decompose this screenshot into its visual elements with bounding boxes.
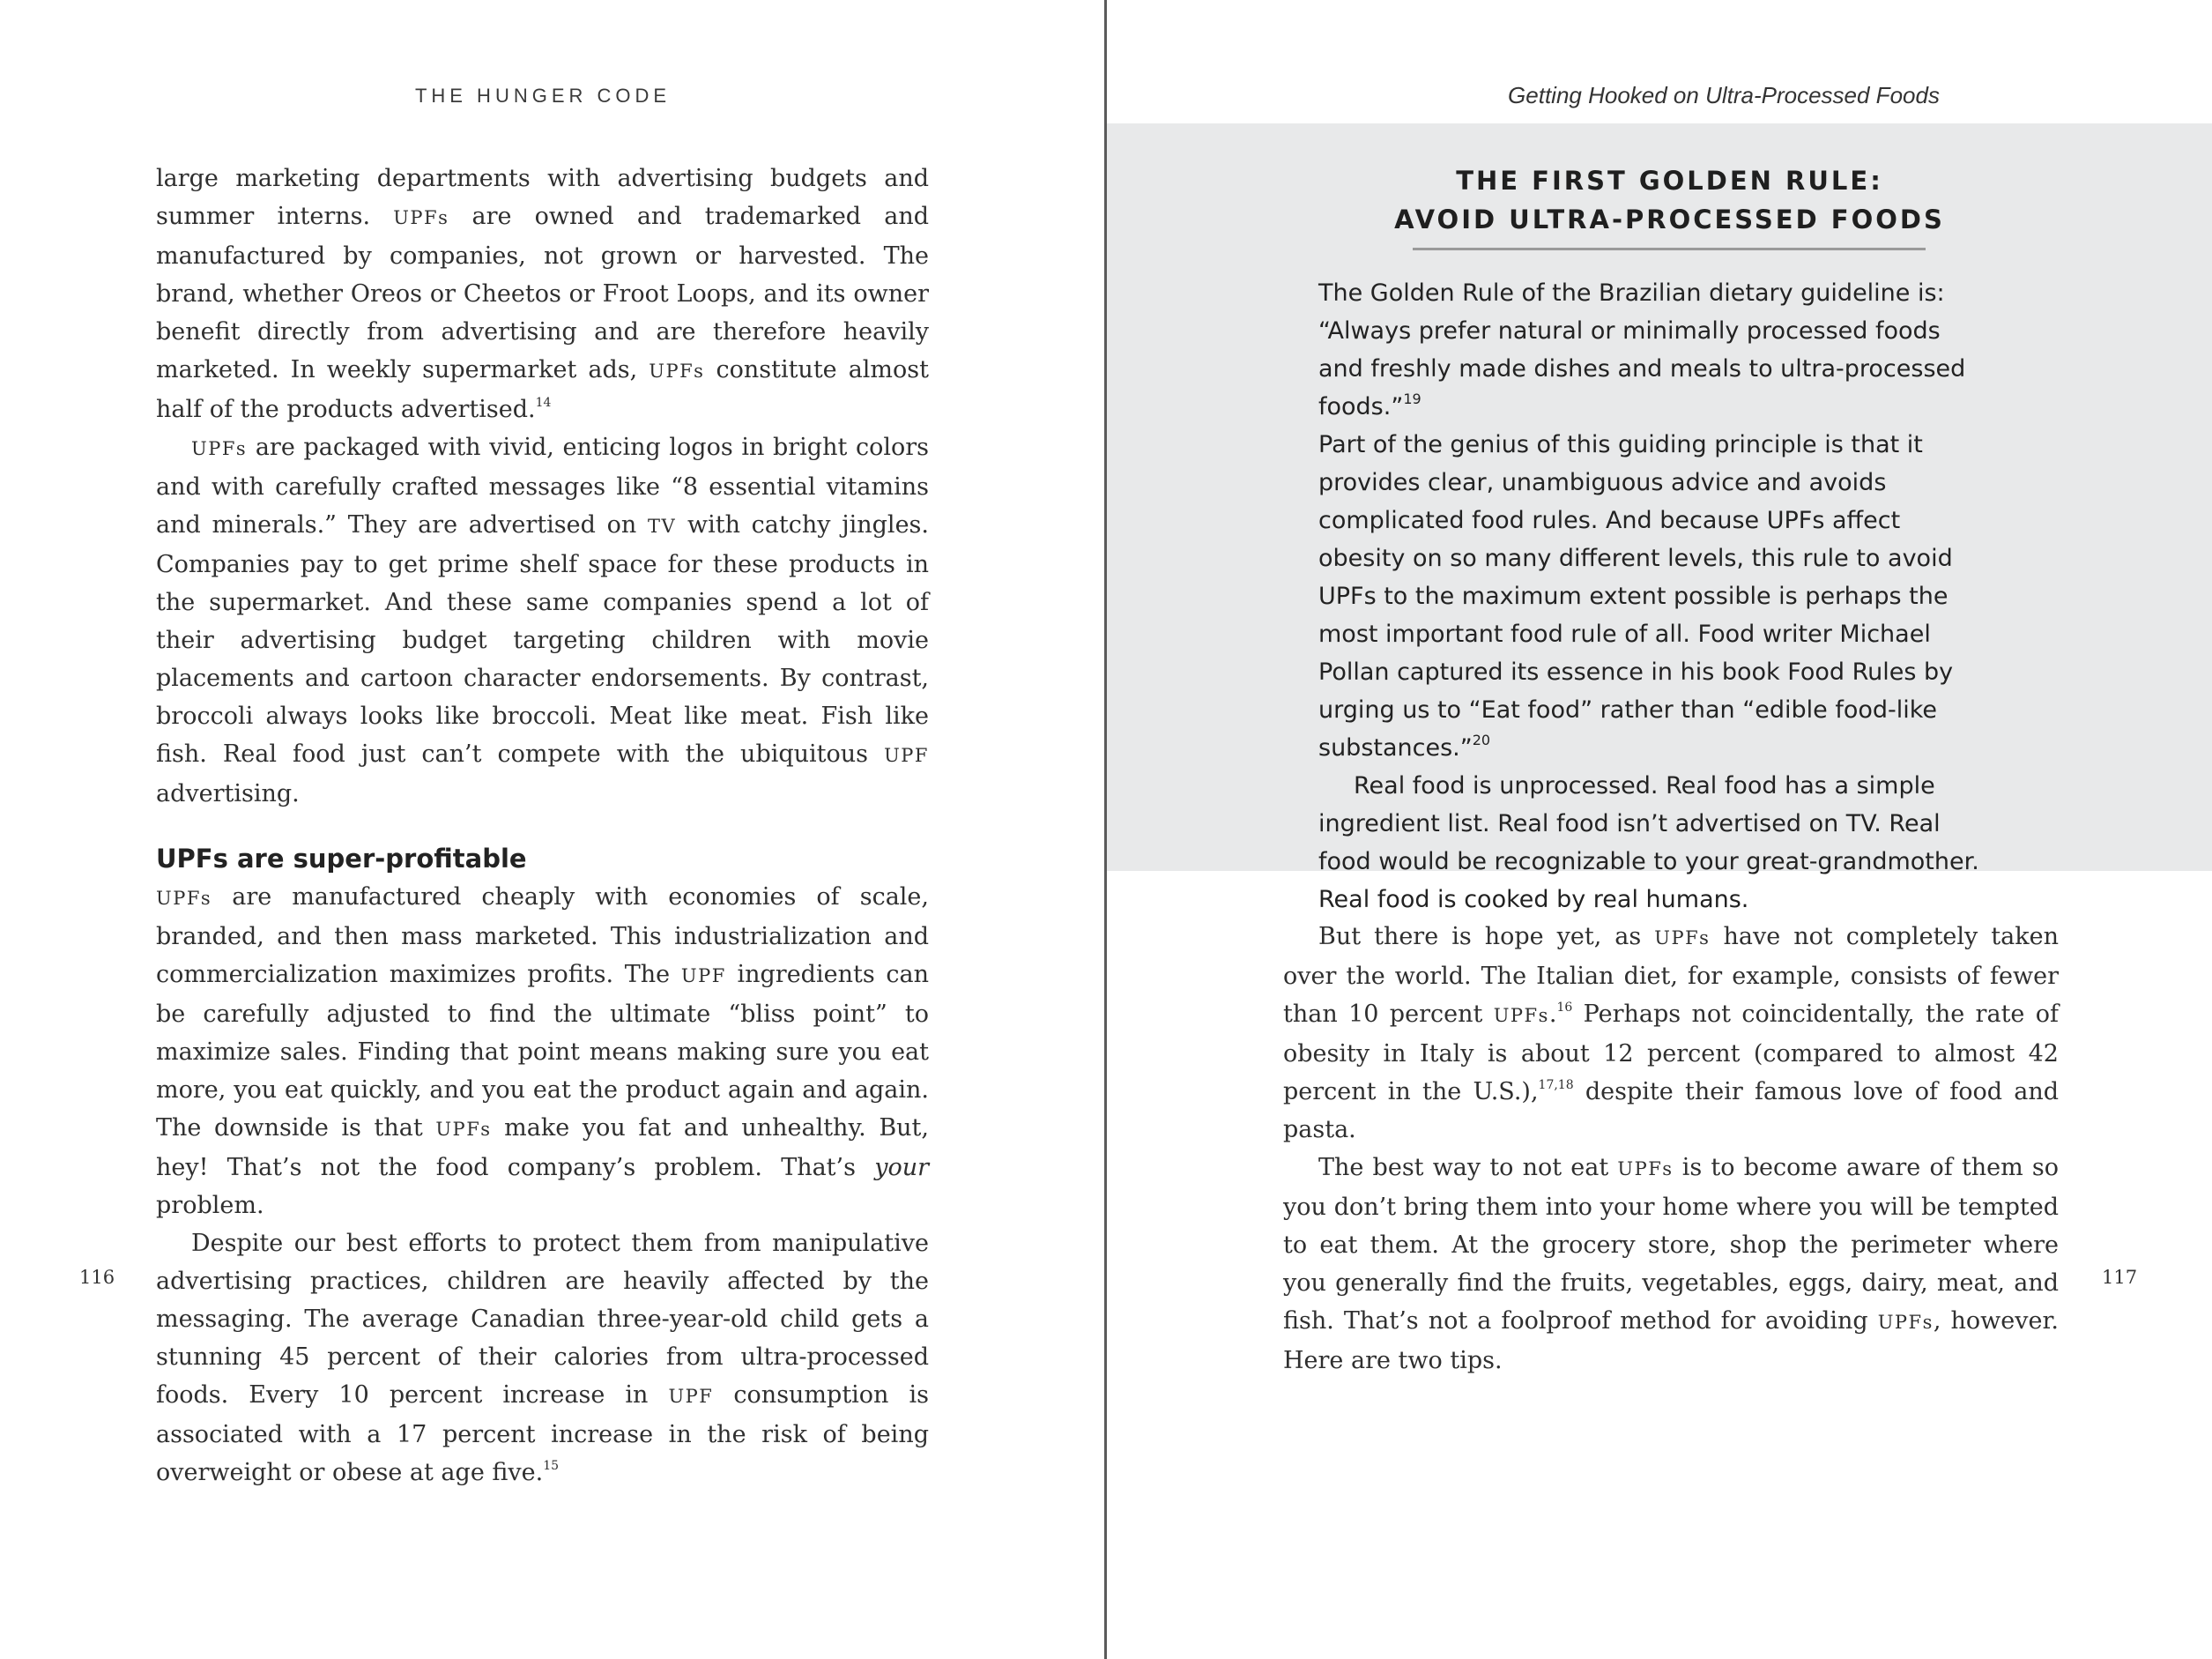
box-text [1318,274,1988,919]
running-head: THE HUNGER CODE [414,85,672,107]
paragraph: But there is hope yet, as UPFs have not completely taken over the world. The Italian diet, for example, consists of fewer than 10 percent UPFs.$^{16}$ Perhaps not coincidentally, the rate of obesity in Italy is about 12 percent (compared to almost 42 percent in the U.S.),$^{17,18}$ despite their famous love of food and pasta. [1283,923,2060,1143]
left-page [0,0,1104,1659]
paragraph: UPFs are packaged with vivid, enticing logos in bright colors and with carefully crafted messages like “8 essential vitamins and minerals.” They are advertised on TV with catchy jingles. Companies pay to get prime shelf space for these products in the supermarket. And these same companies spend a lot of their advertising budget targeting children with movie placements and cartoon character endorsements. By contrast, broccoli always looks like broccoli. Meat like meat. Fish like fish. Real food just can’t compete with the ubiquitous UPF advertising. [156,434,929,807]
paragraph: Despite our best efforts to protect them from manipulative advertising practices, children are heavily affected by the messaging. The average Canadian three-year-old child gets a stunning 45 percent of their calories from ultra-processed foods. Every 10 percent increase in UPF consumption is associated with a 17 percent increase in the risk of being overweight or obese at age five.$^{15}$ [156,1230,929,1486]
box-title-rule [1413,248,1926,250]
paragraph: Part of the genius of this guiding principle is that it provides clear, unambiguous advice and avoids complicated food rules. And because UPFs affect obesity on so many different levels, this rule to avoid UPFs to the maximum extent possible is perhaps the most important food rule of all. Food writer Michael Pollan captured its essence in his book Food Rules by urging us to “Eat food” rather than “edible food-like substances.”$^{20}$ [1318,431,1954,762]
page-number: 116 [79,1267,115,1288]
footnote-ref: 17,18 [1538,1078,1574,1092]
box-title: THE FIRST GOLDEN RULE: AVOID ULTRA-PROCESSED FOODS [1394,166,1945,234]
footnote-ref: 20 [1472,732,1491,748]
paragraph: large marketing departments with advertising budgets and summer interns. UPFs are owned and trademarked and manufactured by companies, not grown or harvested. The brand, whether Oreos or Cheetos or Froot Loops, and its owner benefit directly from advertising and are therefore heavily marketed. In weekly supermarket ads, UPFs constitute almost half of the products advertised.$^{14}$ [156,165,929,423]
footnote-ref: 15 [543,1459,560,1473]
right-page [1107,0,2212,1659]
right-body-text [1283,918,2059,1380]
running-head: Getting Hooked on Ultra-Processed Foods [1508,82,1940,108]
paragraph: Real food is unprocessed. Real food has a simple ingredient list. Real food isn’t advertised on TV. Real food would be recognizable to your great-grandmother. Real food is cooked by real humans. [1318,772,1979,913]
footnote-ref: 14 [535,396,552,410]
footnote-ref: 16 [1556,1001,1573,1015]
page-number: 117 [2102,1267,2138,1288]
footnote-ref: 19 [1403,391,1421,407]
paragraph: The Golden Rule of the Brazilian dietary guideline is: “Always prefer natural or minimally processed foods and freshly made dishes and meals to ultra-processed foods.”$^{19}$ [1318,279,1966,420]
section-heading: UPFs are super-profitable [156,844,527,874]
paragraph: UPFs are manufactured cheaply with economies of scale, branded, and then mass marketed. This industrialization and commercialization maximizes profits. The UPF ingredients can be carefully adjusted to find the ultimate “bliss point” to maximize sales. Finding that point means making sure you eat more, you eat quickly, and you eat the product again and again. The downside is that UPFs make you fat and unhealthy. But, hey! That’s not the food company’s problem. That’s your problem. [156,883,929,1219]
left-body-text [156,160,929,1492]
paragraph: The best way to not eat UPFs is to become aware of them so you don’t bring them into your home where you will be tempted to eat them. At the grocery store, shop the perimeter where you generally find the fruits, vegetables, eggs, dairy, meat, and fish. That’s not a foolproof method for avoiding UPFs, however. Here are two tips. [1283,1154,2059,1374]
